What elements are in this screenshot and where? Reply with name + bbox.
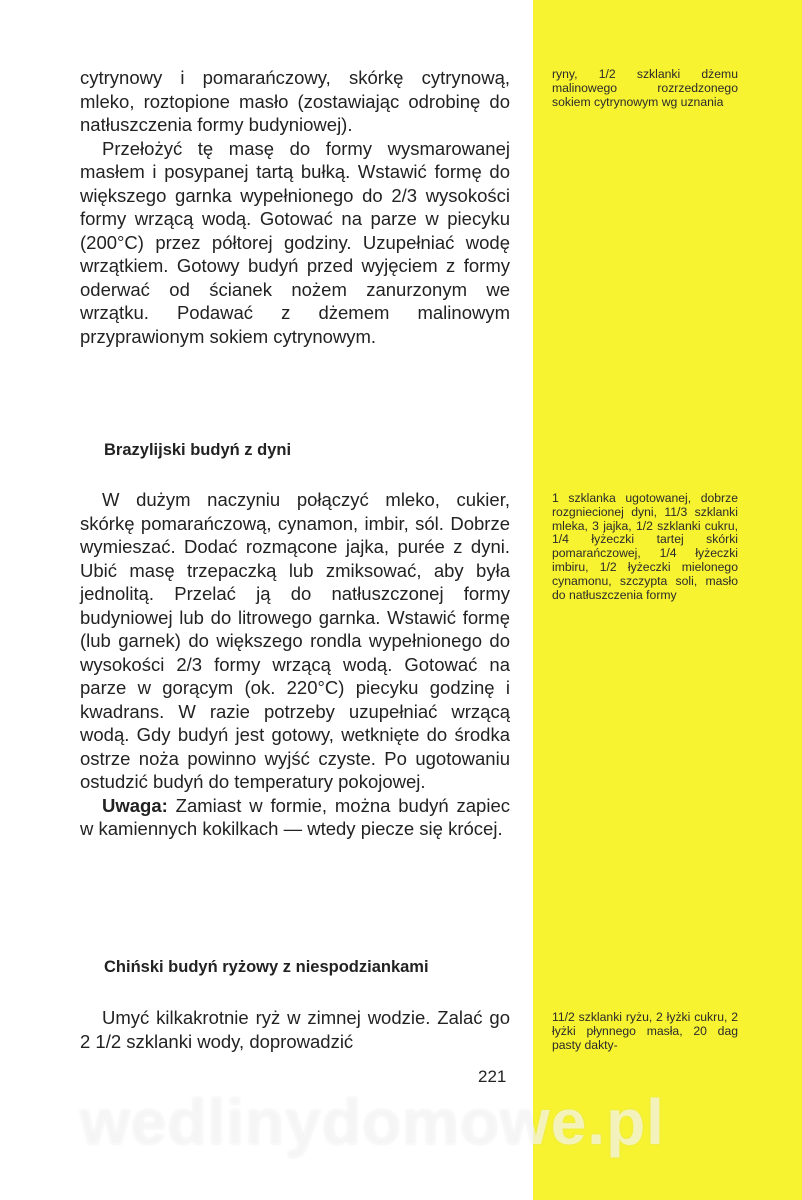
watermark: wedlinydomowe.pl: [80, 1086, 665, 1158]
recipe1-ingredients: ryny, 1/2 szklanki dżemu malinowego rozrzedzonego sokiem cytrynowym wg uznania: [552, 67, 738, 109]
recipe1-instructions: [80, 66, 510, 348]
recipe2-note-label: Uwaga:: [102, 794, 168, 816]
recipe3-paragraph: Umyć kilkakrotnie ryż w zimnej wodzie. Zalać go 2 1/2 szklanki wody, doprowadzić: [80, 1007, 510, 1052]
recipe2-title: Brazylijski budyń z dyni: [104, 441, 292, 459]
recipe2-paragraph: W dużym naczyniu połączyć mleko, cukier, skórkę pomarańczową, cynamon, imbir, sól. Dobrze wymieszać. Dodać rozmącone jajka, purée z dyni. Ubić masę trzepaczką lub zmiksować, aby była jednolitą. Przelać ją do natłuszczonej formy budyniowej lub do litrowego garnka. Wstawić formę (lub garnek) do większego rondla wypełnionego do wysokości 2/3 formy wrzącą wodą. Gotować na parze w gorącym (ok. 220°C) piecyku godzinę i kwadrans. W razie potrzeby uzupełniać wrzącą wodą. Gdy budyń jest gotowy, wetknięte do środka ostrze noża powinno wyjść czyste. Po ugotowaniu ostudzić budyń do temperatury pokojowej.: [80, 489, 510, 792]
recipe3-instructions: [80, 1006, 510, 1053]
recipe1-paragraph-1: cytrynowy i pomarańczowy, skórkę cytrynową, mleko, roztopione masło (zostawiając odrobinę do natłuszczenia formy budyniowej).: [80, 67, 510, 135]
recipe2-note: [80, 794, 510, 841]
recipe3-title: Chiński budyń ryżowy z niespodziankami: [104, 958, 429, 976]
recipe2-ingredients: 1 szklanka ugotowanej, dobrze rozgniecionej dyni, 11/3 szklanki mleka, 3 jajka, 1/2 szklanki cukru, 1/4 łyżeczki tartej skórki pomarańczowej, 1/4 łyżeczki imbiru, 1/2 łyżeczki mielonego cynamonu, szczypta soli, masło do natłuszczenia formy: [552, 491, 738, 602]
page-number: 221: [478, 1067, 507, 1086]
recipe2-instructions: [80, 488, 510, 841]
recipe3-ingredients: 11/2 szklanki ryżu, 2 łyżki cukru, 2 łyżki płynnego masła, 20 dag pasty dakty-: [552, 1010, 738, 1052]
recipe2-note-text: Zamiast w formie, można budyń zapiec w kamiennych kokilkach — wtedy piecze się krócej.: [80, 794, 510, 839]
recipe1-paragraph-2: Przełożyć tę masę do formy wysmarowanej masłem i posypanej tartą bułką. Wstawić formę do większego garnka wypełnionego do 2/3 wysokości formy wrzącą wodą. Gotować na parze w piecyku (200°C) przez półtorej godziny. Uzupełniać wodę wrzątkiem. Gotowy budyń przed wyjęciem z formy oderwać od ścianek nożem zanurzonym we wrzątku. Podawać z dżemem malinowym przyprawionym sokiem cytrynowym.: [80, 137, 510, 347]
